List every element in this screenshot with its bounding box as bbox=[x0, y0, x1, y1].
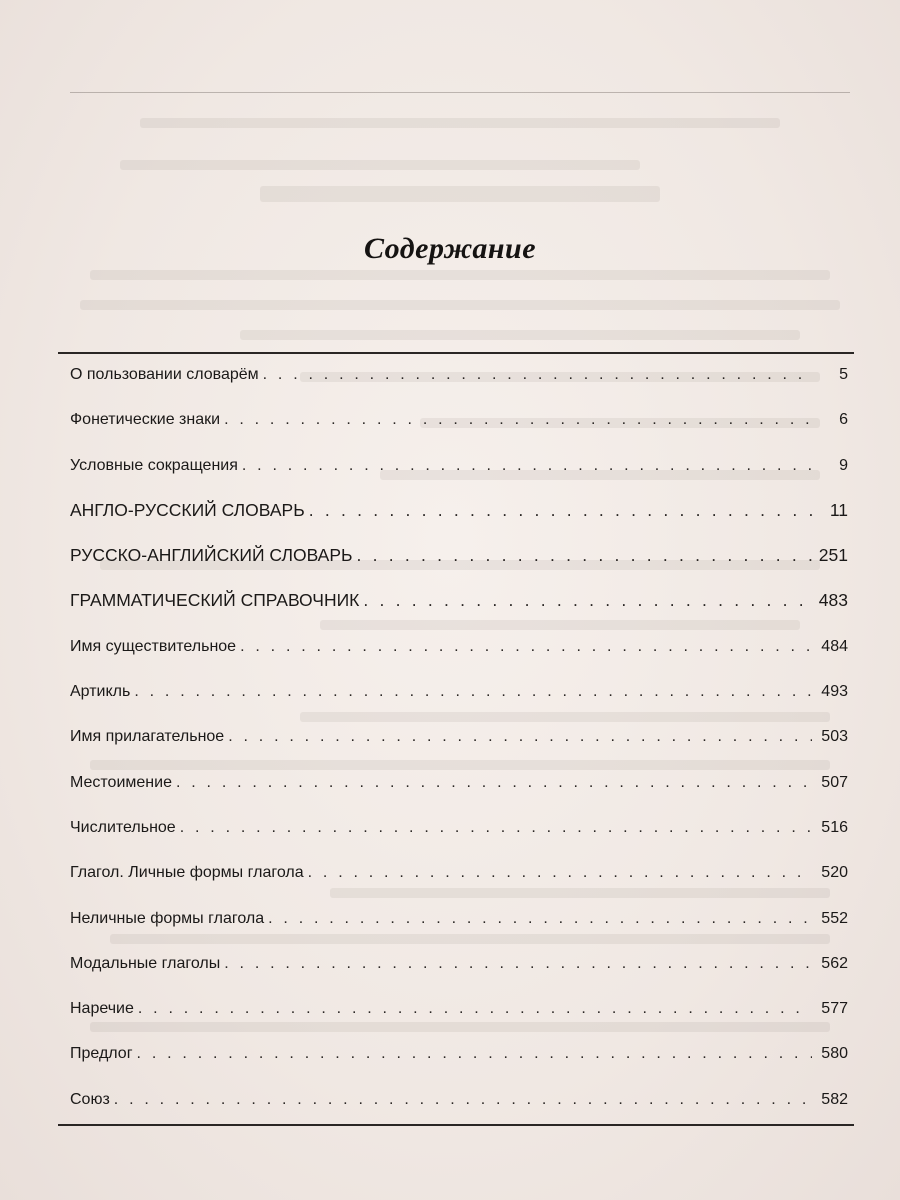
toc-entry[interactable] bbox=[70, 986, 848, 1031]
toc-entry-page-number: 516 bbox=[821, 818, 848, 836]
toc-entry-label: О пользовании словарём bbox=[70, 366, 259, 383]
toc-entry-label: Союз bbox=[70, 1090, 110, 1108]
dot-leader bbox=[114, 1091, 812, 1109]
dot-leader bbox=[308, 864, 812, 882]
toc-entry-label: Фонетические знаки bbox=[70, 411, 221, 429]
toc-entry-label: Модальные глаголы bbox=[70, 954, 221, 972]
toc-entry-page-number: 577 bbox=[821, 1000, 848, 1018]
toc-entry-label: ГРАММАТИЧЕСКИЙ СПРАВОЧНИК bbox=[70, 590, 360, 611]
dot-leader bbox=[228, 728, 812, 746]
toc-entry-page-number: 9 bbox=[839, 456, 848, 474]
dot-leader bbox=[176, 774, 812, 792]
dot-leader bbox=[224, 955, 812, 973]
bleed-through-mark bbox=[80, 300, 840, 310]
toc-entry[interactable] bbox=[70, 397, 848, 442]
table-of-contents bbox=[70, 352, 848, 1122]
toc-entry-page-number: 580 bbox=[821, 1045, 848, 1063]
toc-entry-page-number: 503 bbox=[821, 728, 848, 746]
toc-entry-label: Предлог bbox=[70, 1045, 133, 1063]
toc-entry[interactable] bbox=[70, 1031, 848, 1076]
toc-entry[interactable] bbox=[70, 488, 848, 533]
dot-leader bbox=[137, 1045, 812, 1063]
toc-entry-label: Глагол. Личные формы глагола bbox=[70, 864, 304, 882]
toc-entry[interactable] bbox=[70, 805, 848, 850]
toc-entry[interactable] bbox=[70, 624, 848, 669]
toc-entry-label: Наречие bbox=[70, 1000, 134, 1018]
toc-entry-page-number: 251 bbox=[818, 545, 848, 566]
toc-entry[interactable] bbox=[70, 578, 848, 623]
toc-entry-page-number: 520 bbox=[821, 864, 848, 882]
toc-entry-page-number: 5 bbox=[839, 366, 848, 383]
dot-leader bbox=[357, 545, 813, 566]
toc-entry-label: Местоимение bbox=[70, 773, 172, 791]
toc-entry-label: Условные сокращения bbox=[70, 456, 238, 474]
bleed-through-mark bbox=[260, 186, 660, 202]
bleed-through-mark bbox=[140, 118, 780, 128]
toc-entry-page-number: 493 bbox=[821, 683, 848, 701]
toc-entry[interactable] bbox=[70, 714, 848, 759]
toc-entry[interactable] bbox=[70, 669, 848, 714]
dot-leader bbox=[309, 500, 812, 521]
bleed-through-mark bbox=[240, 330, 800, 340]
top-rule bbox=[70, 92, 850, 93]
dot-leader bbox=[180, 819, 812, 837]
toc-entry-label: РУССКО-АНГЛИЙСКИЙ СЛОВАРЬ bbox=[70, 545, 353, 566]
dot-leader bbox=[224, 411, 812, 429]
bleed-through-mark bbox=[120, 160, 640, 170]
bleed-through-mark bbox=[90, 270, 830, 280]
toc-entry-page-number: 507 bbox=[821, 773, 848, 791]
dot-leader bbox=[263, 366, 812, 384]
toc-entry-page-number: 552 bbox=[821, 909, 848, 927]
page-title: Содержание bbox=[363, 232, 537, 266]
toc-entry[interactable] bbox=[70, 896, 848, 941]
toc-entry-label: Неличные формы глагола bbox=[70, 909, 265, 927]
toc-entry-label: Артикль bbox=[70, 683, 131, 701]
toc-entry[interactable] bbox=[70, 760, 848, 805]
dot-leader bbox=[363, 590, 812, 611]
toc-entry[interactable] bbox=[70, 352, 848, 397]
toc-entry-page-number: 11 bbox=[829, 499, 848, 520]
toc-entry-label: Имя существительное bbox=[70, 637, 237, 655]
toc-entry-label: Числительное bbox=[70, 818, 176, 836]
toc-entry[interactable] bbox=[70, 850, 848, 895]
toc-entry[interactable] bbox=[70, 443, 848, 488]
dot-leader bbox=[240, 638, 812, 656]
toc-entry[interactable] bbox=[70, 533, 848, 578]
toc-entry-page-number: 6 bbox=[839, 411, 848, 429]
toc-entry-page-number: 582 bbox=[821, 1090, 848, 1108]
toc-entry-page-number: 484 bbox=[821, 637, 848, 655]
toc-entry-page-number: 562 bbox=[821, 954, 848, 972]
toc-entry[interactable] bbox=[70, 1077, 848, 1122]
dot-leader bbox=[242, 457, 812, 475]
toc-entry-label: Имя прилагательное bbox=[70, 728, 225, 746]
dot-leader bbox=[268, 910, 812, 928]
dot-leader bbox=[134, 683, 812, 701]
dot-leader bbox=[138, 1000, 812, 1018]
toc-entry[interactable] bbox=[70, 941, 848, 986]
toc-entry-label: АНГЛО-РУССКИЙ СЛОВАРЬ bbox=[70, 499, 305, 520]
toc-entry-page-number: 483 bbox=[818, 590, 848, 611]
